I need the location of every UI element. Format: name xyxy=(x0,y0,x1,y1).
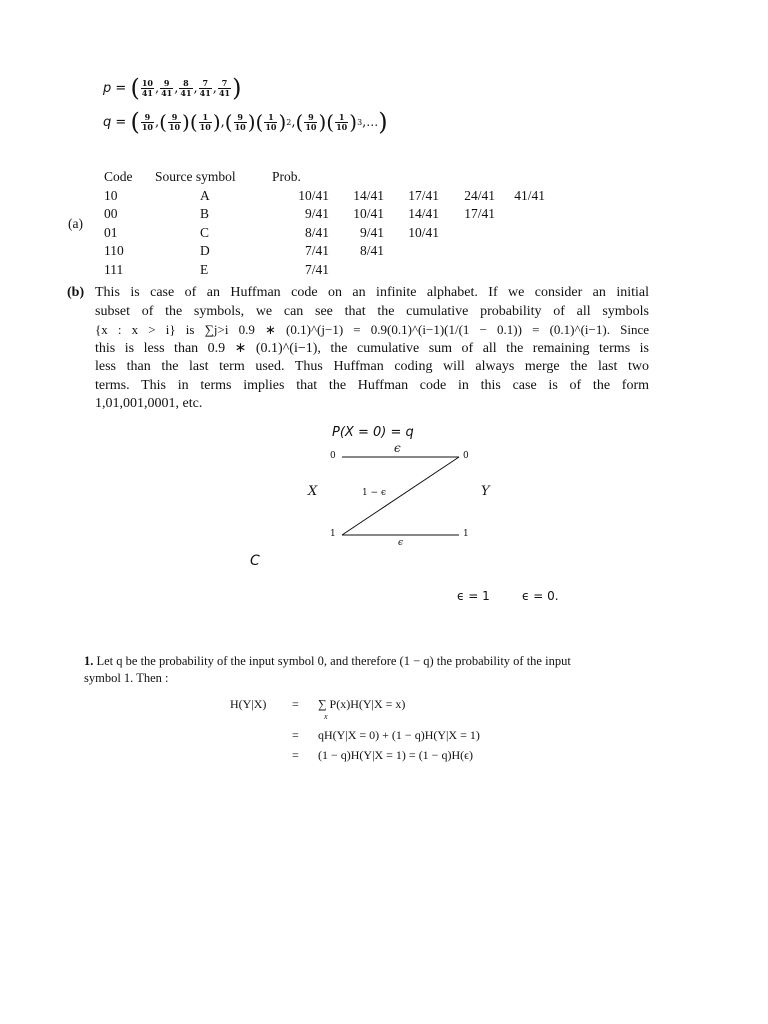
prob-cell xyxy=(495,261,545,280)
prob-cell: 8/41 xyxy=(304,224,329,240)
edge-bottom-label: ϵ xyxy=(398,538,404,548)
q-formula: q = ( $\frac{9}{10}$ , ( $\frac{9}{10}$ ) ( $\frac{1}{10}$ ) , ( $\frac{9}{10}$ ) ( $\frac{1}{10}$ ) 2 , ( $\frac{9}{10}$ ) ( $\frac{1}{10}$ ) 3 , … ) xyxy=(103,108,388,136)
prob-cell xyxy=(495,242,545,261)
symbol-cell: D xyxy=(200,243,210,259)
p-fraction: $\frac{7}{41}$ xyxy=(218,77,231,98)
table-row xyxy=(104,261,545,280)
prob-cell: 17/41 xyxy=(464,206,495,222)
huffman-table xyxy=(104,168,545,279)
prob-cell: 14/41 xyxy=(408,206,439,222)
output-y-label: Y xyxy=(481,484,490,499)
table-row xyxy=(104,205,545,224)
header-code: Code xyxy=(104,169,133,185)
part-b-line-4: this is less than 0.9 ∗ (0.1)^(i−1), the cumulative sum of all the remaining terms is xyxy=(95,340,649,356)
equation-block xyxy=(230,697,550,769)
prob-cell xyxy=(439,224,495,243)
p-label: p xyxy=(103,80,112,96)
table-header-row xyxy=(104,168,545,187)
part-b-line-1: This is case of an Huffman code on an infinite alphabet. If we consider an initial xyxy=(95,285,649,300)
eq-line-3: (1 − q)H(Y|X = 1) = (1 − q)H(ϵ) xyxy=(318,748,473,762)
table-row xyxy=(104,187,545,206)
node-top-right: 0 xyxy=(463,451,469,461)
p-fraction: $\frac{7}{41}$ xyxy=(199,77,211,98)
prob-cell xyxy=(384,242,439,261)
code-cell: 110 xyxy=(104,243,124,259)
symbol-cell: A xyxy=(200,187,210,203)
prob-cell: 10/41 xyxy=(353,206,384,222)
header-prob: Prob. xyxy=(272,169,301,185)
node-bottom-left: 1 xyxy=(330,529,336,539)
q-label: q xyxy=(103,114,112,130)
prob-cell: 41/41 xyxy=(514,187,545,203)
part-b-line-7: 1,01,001,0001, etc. xyxy=(95,396,203,411)
eps-zero-label: ϵ = 0. xyxy=(522,589,559,603)
part-1-text xyxy=(84,653,684,687)
prob-cell xyxy=(384,261,439,280)
part-b-line-6: terms. This in terms implies that the Huffman code in this case is of the form xyxy=(95,377,649,393)
prob-cell: 9/41 xyxy=(304,206,329,222)
eps-one-label: ϵ = 1 xyxy=(457,589,490,603)
table-row xyxy=(104,224,545,243)
p-fraction: $\frac{10}{41}$ xyxy=(141,77,153,98)
symbol-cell: E xyxy=(200,261,209,277)
part-b xyxy=(67,284,649,414)
prob-cell: 7/41 xyxy=(304,243,329,259)
code-cell: 01 xyxy=(104,224,118,240)
p-fraction: $\frac{9}{41}$ xyxy=(161,77,173,98)
eq-line-1-sub: x xyxy=(324,712,328,721)
q-ellipsis: … xyxy=(366,115,379,129)
p-fraction: $\frac{8}{41}$ xyxy=(180,77,192,98)
part-b-line-5: less than the last term used. Thus Huffman coding will always merge the last two xyxy=(95,359,649,374)
prob-cell: 9/41 xyxy=(359,224,384,240)
prob-cell xyxy=(439,242,495,261)
prob-cell xyxy=(329,261,384,280)
capacity-c-label: C xyxy=(250,553,260,569)
prob-cell xyxy=(439,261,495,280)
edge-cross-label: 1 − ϵ xyxy=(362,488,387,498)
eq-equals-1: = xyxy=(292,697,299,711)
channel-title: P(X = 0) = q xyxy=(332,425,414,440)
symbol-cell: C xyxy=(200,224,210,240)
prob-cell: 10/41 xyxy=(298,187,329,203)
edge-top-label: ϵ xyxy=(394,441,401,455)
p-fraction-list: $\frac{10}{41}$ , $\frac{9}{41}$ , $\frac{8}{41}$ , $\frac{7}{41}$ , $\frac{7}{41}$ xyxy=(141,77,231,98)
prob-cell: 10/41 xyxy=(408,224,439,240)
prob-cell xyxy=(495,224,545,243)
eq-equals-3: = xyxy=(292,748,299,762)
eq-equals-2: = xyxy=(292,728,299,742)
code-cell: 10 xyxy=(104,187,118,203)
code-cell: 00 xyxy=(104,206,118,222)
prob-cell: 17/41 xyxy=(408,187,439,203)
table-row xyxy=(104,242,545,261)
prob-cell: 7/41 xyxy=(304,261,329,277)
eq-line-1: ∑ P(x)H(Y|X = x) xyxy=(318,697,406,711)
part-a-label: (a) xyxy=(68,216,83,231)
prob-cell: 14/41 xyxy=(353,187,384,203)
part-b-line-2: subset of the symbols, we can see that the cumulative probability of all symbols xyxy=(95,303,649,319)
prob-cell: 24/41 xyxy=(464,187,495,203)
prob-cell: 8/41 xyxy=(359,243,384,259)
input-x-label: X xyxy=(308,484,318,499)
eq-line-2: qH(Y|X = 0) + (1 − q)H(Y|X = 1) xyxy=(318,728,480,742)
p-formula: p = ( $\frac{10}{41}$ , $\frac{9}{41}$ , $\frac{8}{41}$ , $\frac{7}{41}$ , $\frac{7}{41}$ ) xyxy=(103,74,242,102)
eq-lhs: H(Y|X) xyxy=(230,697,267,711)
symbol-cell: B xyxy=(200,206,210,222)
node-top-left: 0 xyxy=(330,451,336,461)
part-b-label: (b) xyxy=(67,285,85,300)
part-b-line-3: {x : x > i} is ∑j>i 0.9 ∗ (0.1)^(j−1) = 0.9(0.1)^(i−1)(1/(1 − 0.1)) = (0.1)^(i−1). Since xyxy=(95,322,649,337)
part-1-line-1: Let q be the probability of the input symbol 0, and therefore (1 − q) the probability of the input xyxy=(96,654,571,668)
edge-cross xyxy=(342,457,459,535)
prob-cell xyxy=(495,205,545,224)
header-symbol: Source symbol xyxy=(155,169,236,185)
node-bottom-right: 1 xyxy=(463,529,469,539)
code-cell: 111 xyxy=(104,261,124,277)
part-1-number: 1. xyxy=(84,654,94,668)
part-1-line-2: symbol 1. Then : xyxy=(84,671,169,685)
